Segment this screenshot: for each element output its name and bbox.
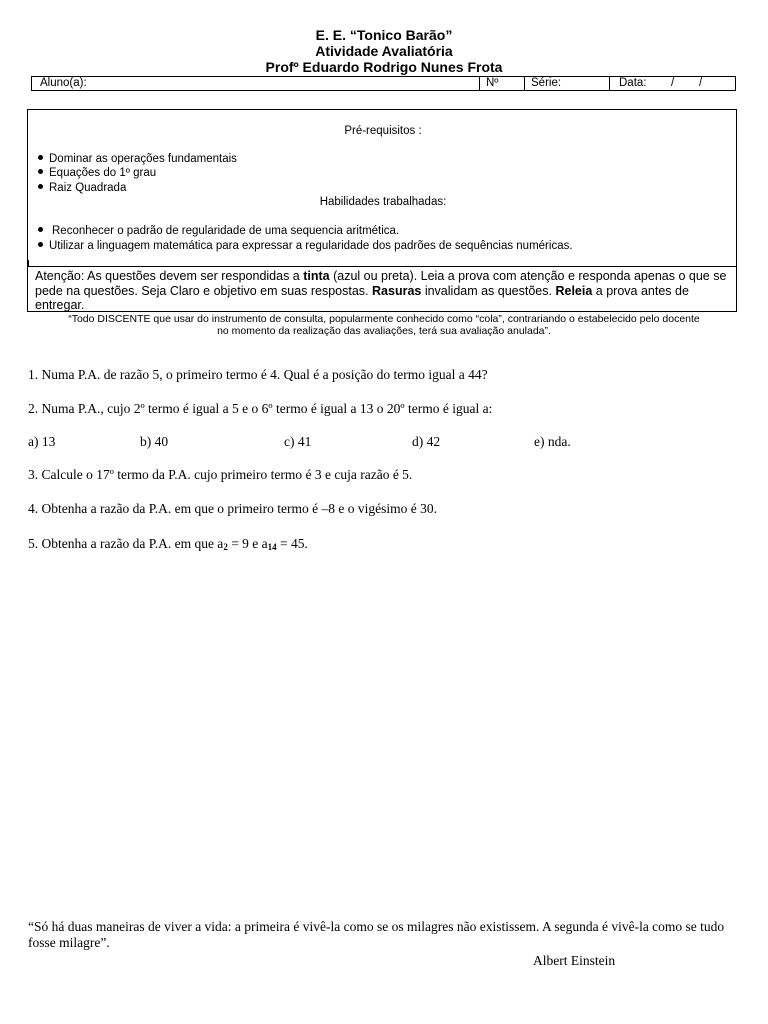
date-separator: /: [671, 77, 675, 89]
skill-item: Reconhecer o padrão de regularidade de uma sequencia aritmética.: [38, 224, 399, 239]
date-field-label: Data:: [619, 77, 647, 89]
option-b: b) 40: [140, 434, 169, 449]
divider-tick: [28, 260, 29, 267]
question-5: 5. Obtenha a razão da P.A. em que $a_2 = 9$ e $a_{14} = 45$.: [28, 536, 308, 552]
option-a: a) 13: [28, 434, 56, 449]
school-name: E. E. “Tonico Barão”: [315, 27, 453, 43]
skills-title: Habilidades trabalhadas:: [319, 196, 447, 208]
divider: [609, 77, 610, 90]
requisite-item: Raiz Quadrada: [38, 181, 126, 196]
bullet-icon: [38, 227, 43, 232]
question-3: 3. Calcule o 17º termo da P.A. cujo primeiro termo é 3 e cuja razão é 5.: [28, 467, 413, 482]
divider: [479, 77, 480, 90]
cheating-note-line2: no momento da realização das avaliações, terá sua avaliação anulada”.: [217, 325, 551, 337]
bullet-icon: [38, 155, 43, 160]
option-e: e) nda.: [534, 434, 571, 449]
bullet-icon: [38, 184, 43, 189]
number-field-label: Nº: [486, 77, 499, 89]
einstein-quote: “Só há duas maneiras de viver a vida: a primeira é vivê-la como se os milagres não existissem. A segunda é vivê-la como se tudo fosse milagre”.: [28, 919, 725, 950]
requisites-box: [27, 109, 737, 312]
divider: [524, 77, 525, 90]
question-4: 4. Obtenha a razão da P.A. em que o primeiro termo é –8 e o vigésimo é 30.: [28, 501, 438, 516]
option-c: c) 41: [284, 434, 312, 449]
attention-notice: Atenção: As questões devem ser respondidas a tinta (azul ou preta). Leia a prova com atenção e responda apenas o que se pede na questões. Seja Claro e objetivo em suas respostas. Rasuras invalidam as questões. Releia a prova antes de entregar.: [35, 269, 727, 312]
grade-field-label: Série:: [531, 77, 562, 89]
teacher-name: Profº Eduardo Rodrigo Nunes Frota: [265, 59, 503, 75]
question-2: 2. Numa P.A., cujo 2º termo é igual a 5 e o 6º termo é igual a 13 o 20º termo é igual a:: [28, 401, 493, 416]
section-divider: [28, 266, 736, 267]
quote-author: Albert Einstein: [533, 953, 616, 968]
skill-item: Utilizar a linguagem matemática para expressar a regularidade dos padrões de sequências numéricas.: [38, 239, 573, 254]
activity-title: Atividade Avaliatória: [315, 43, 453, 59]
requisites-title: Pré-requisitos :: [344, 125, 422, 137]
requisite-item: Equações do 1º grau: [38, 166, 156, 181]
bullet-icon: [38, 169, 43, 174]
student-info-row: [31, 76, 736, 91]
question-1: 1. Numa P.A. de razão 5, o primeiro termo é 4. Qual é a posição do termo igual a 44?: [28, 367, 488, 382]
bullet-icon: [38, 242, 43, 247]
date-separator: /: [699, 77, 703, 89]
requisite-item: Dominar as operações fundamentais: [38, 152, 237, 167]
option-d: d) 42: [412, 434, 441, 449]
student-field-label: Aluno(a):: [40, 77, 87, 89]
cheating-note-line1: “Todo DISCENTE que usar do instrumento de consulta, popularmente conhecido como “cola”, contrariando o estabelecido pelo docente: [68, 313, 700, 325]
